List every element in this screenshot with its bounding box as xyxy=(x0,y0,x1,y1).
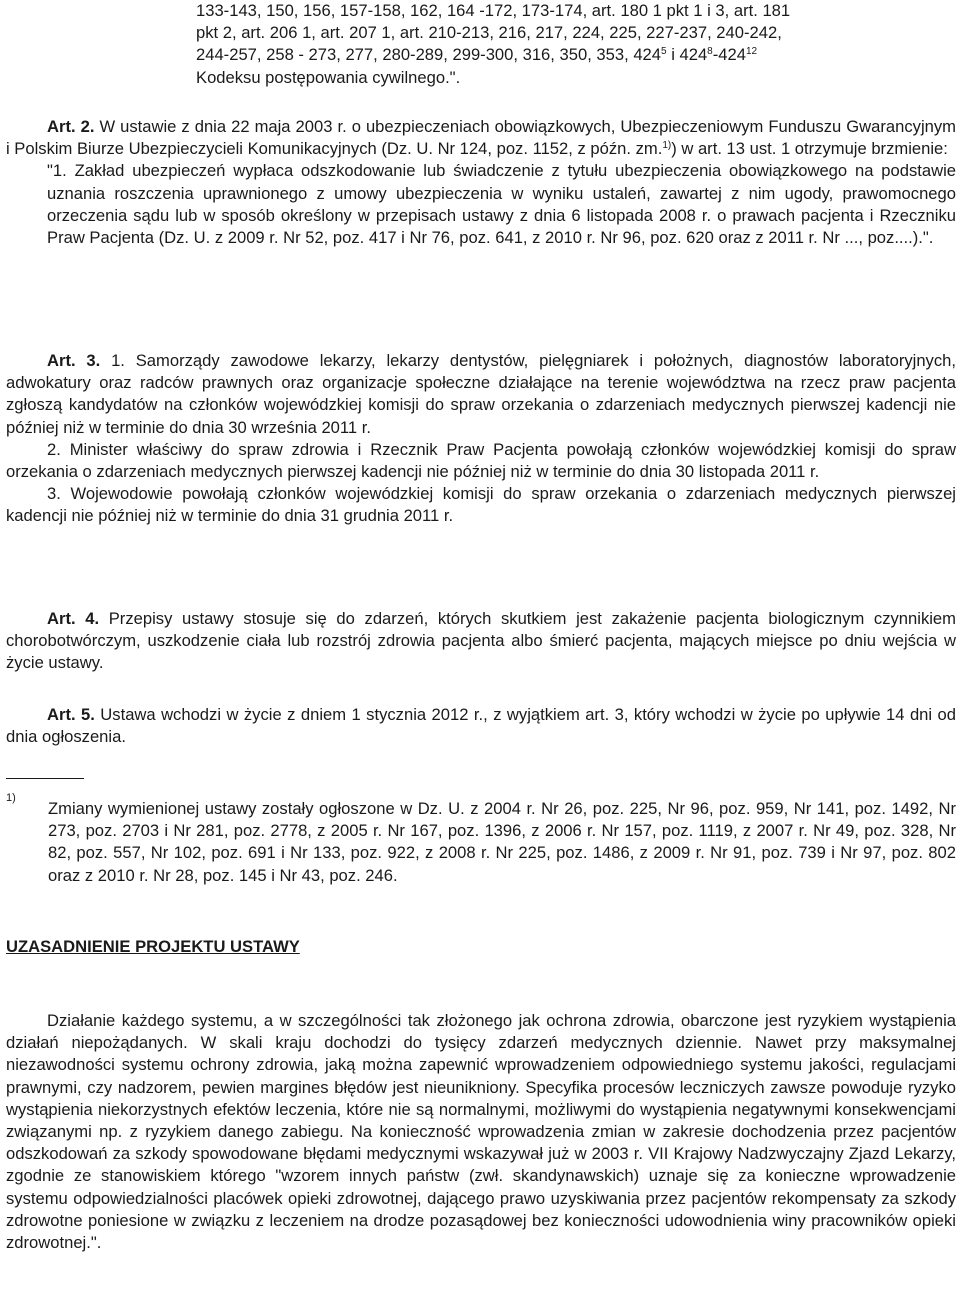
article-2-quote: "1. Zakład ubezpieczeń wypłaca odszkodowanie lub świadczenie z tytułu ubezpieczenia obowiązkowego na podstawie uznania roszczenia uprawnionego z umowy ubezpieczenia w wyniku ustaleń, zawartej z nim ugody, prawomocnego orzeczenia sądu lub w sposób określony w przepisach ustawy z dnia 6 listopada 2008 r. o prawach pacjenta i Rzeczniku Praw Pacjenta (Dz. U. z 2009 r. Nr 52, poz. 417 i Nr 76, poz. 641, z 2010 r. Nr 96, poz. 620 oraz z 2011 r. Nr ..., poz....).". xyxy=(47,161,956,248)
fragment-line: Kodeksu postępowania cywilnego.". xyxy=(196,67,461,87)
footnote-text: Zmiany wymienionej ustawy zostały ogłoszone w Dz. U. z 2004 r. Nr 26, poz. 225, Nr 96, poz. 959, Nr 141, poz. 1492, Nr 273, poz. 2703 i Nr 281, poz. 2778, z 2005 r. Nr 167, poz. 1396, z 2006 r. Nr 157, poz. 1119, z 2007 r. Nr 49, poz. 328, Nr 82, poz. 557, Nr 102, poz. 691 i Nr 133, poz. 922, z 2008 r. Nr 225, poz. 1486, z 2009 r. Nr 91, poz. 739 i Nr 97, poz. 802 oraz z 2010 r. Nr 28, poz. 145 i Nr 43, poz. 246. xyxy=(48,799,956,885)
footnote-mark: 1) xyxy=(6,792,16,804)
justification-para-1: Działanie każdego systemu, a w szczególności tak złożonego jak ochrona zdrowia, obarczone jest ryzykiem wystąpienia działań niepożądanych. W skali kraju dochodzi do tysięcy zdarzeń medycznych dziennie. Nawet przy maksymalnej niezawodności systemu ochrony zdrowia, jaką można zapewnić wprowadzeniem odpowiedniego systemu jakości, regulacjami prawnymi, czy nadzorem, pewien margines błędów jest nieunikniony. Specyfika procesów leczniczych zawsze powoduje ryzyko wystąpienia niekorzystnych efektów leczenia, które nie są normalnymi, możliwymi do wystąpienia negatywnymi konsekwencjami związanymi np. z ryzykiem danego zabiegu. Na konieczność wprowadzenia zmian w zakresie dochodzenia przez pacjentów odszkodowań za szkody spowodowane błędami medycznymi wskazywał już w 2003 r. VII Krajowy Nadzwyczajny Zjazd Lekarzy, zgodnie ze stanowiskiem którego "wzorem innych państw (zwł. skandynawskich) uznaje się za konieczne wprowadzenie systemu odpowiedzialności placówek opieki zdrowotnej, dającego prawo uzyskiwania przez pacjentów rekompensaty za szkody zdrowotne poniesione w związku z leczeniem na drodze pozasądowej bez konieczności udowodnienia winy pracowników opieki zdrowotnej.". xyxy=(6,1011,956,1253)
article-3-para-2: 2. Minister właściwy do spraw zdrowia i Rzecznik Praw Pacjenta powołają członków wojewódzkiej komisji do spraw orzekania o zdarzeniach medycznych pierwszej kadencji nie później niż w terminie do dnia 30 listopada 2011 r. xyxy=(6,439,956,482)
article-3-para-1: Art. 3. 1. Samorządy zawodowe lekarzy, lekarzy dentystów, pielęgniarek i położnych, diagnostów laboratoryjnych, adwokatury oraz radców prawnych oraz organizacje społeczne działające na terenie województwa na rzecz praw pacjenta zgłoszą kandydatów na członków wojewódzkiej komisji do spraw orzekania o zdarzeniach medycznych pierwszej kadencji nie później niż w terminie do dnia 30 września 2011 r. xyxy=(6,351,956,437)
article-3 xyxy=(6,350,956,528)
fragment-top xyxy=(196,0,956,89)
justification-title: UZASADNIENIE PROJEKTU USTAWY xyxy=(6,937,300,956)
article-2 xyxy=(6,116,956,249)
article-label: Art. 3. xyxy=(47,351,101,370)
article-5 xyxy=(6,704,956,748)
article-3-para-3: 3. Wojewodowie powołają członków wojewódzkiej komisji do spraw orzekania o zdarzeniach medycznych pierwszej kadencji nie później niż w terminie do dnia 31 grudnia 2011 r. xyxy=(6,484,956,526)
fragment-line: 244-257, 258 - 273, 277, 280-289, 299-300, 316, 350, 353, $424^5$ i $424^8-424^{12}$ xyxy=(196,45,758,65)
fragment-line: 133-143, 150, 156, 157-158, 162, 164 -172, 173-174, art. 180 1 pkt 1 i 3, art. 181 xyxy=(196,1,791,20)
article-label: Art. 5. xyxy=(47,705,95,724)
footnote-rule xyxy=(6,778,84,779)
fragment-line: pkt 2, art. 206 1, art. 207 1, art. 210-213, 216, 217, 224, 225, 227-237, 240-242, xyxy=(196,23,782,43)
article-2-intro: Art. 2. W ustawie z dnia 22 maja 2003 r. o ubezpieczeniach obowiązkowych, Ubezpieczeniowym Funduszu Gwarancyjnym i Polskim Biurze Ubezpieczycieli Komunikacyjnych (Dz. U. Nr 124, poz. 1152, z późn. zm.$^{1)}$) w art. 13 ust. 1 otrzymuje brzmienie: xyxy=(6,117,956,159)
article-4 xyxy=(6,608,956,675)
article-label: Art. 4. xyxy=(47,609,100,628)
article-5-text: Art. 5. Ustawa wchodzi w życie z dniem 1 stycznia 2012 r., z wyjątkiem art. 3, który wchodzi w życie po upływie 14 dni od dnia ogłoszenia. xyxy=(6,705,956,747)
footnote-ref[interactable]: 1) xyxy=(662,140,672,152)
article-label: Art. 2. xyxy=(47,117,95,136)
justification xyxy=(6,936,956,1253)
article-4-text: Art. 4. Przepisy ustawy stosuje się do zdarzeń, których skutkiem jest zakażenie pacjenta biologicznym czynnikiem chorobotwórczym, uszkodzenie ciała lub rozstrój zdrowia pacjenta albo śmierć pacjenta, mających miejsce po dniu wejścia w życie ustawy. xyxy=(6,609,956,673)
